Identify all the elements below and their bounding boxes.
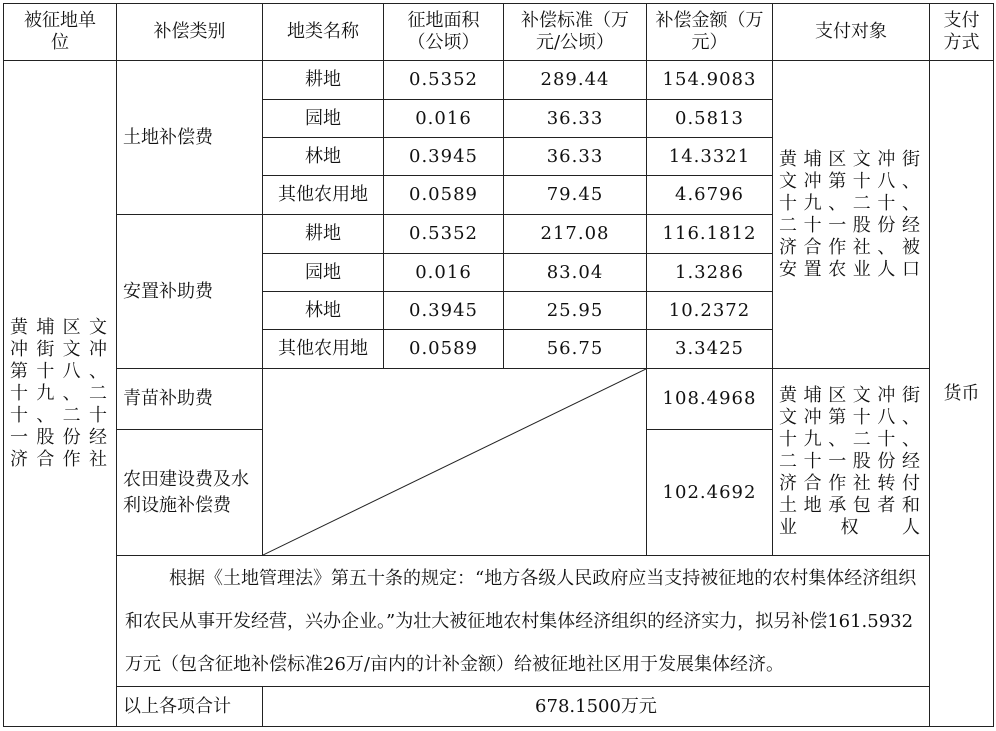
- land-type: 其他农用地: [263, 330, 384, 369]
- category-farmland: 农田建设费及水利设施补偿费: [117, 430, 263, 556]
- header-method: 支付方式: [930, 4, 994, 61]
- amount-value: 116.1812: [647, 215, 773, 254]
- standard-value: 83.04: [504, 254, 647, 292]
- total-value: 678.1500万元: [263, 687, 930, 727]
- compensation-table: [3, 3, 994, 727]
- land-type: 林地: [263, 292, 384, 330]
- standard-value: 25.95: [504, 292, 647, 330]
- category-land-compensation: 土地补偿费: [117, 61, 263, 215]
- diagonal-empty-cell: [263, 369, 647, 556]
- amount-value: 10.2372: [647, 292, 773, 330]
- header-amount: 补偿金额（万元）: [647, 4, 773, 61]
- land-type: 耕地: [263, 215, 384, 254]
- area-value: 0.016: [384, 254, 504, 292]
- amount-value: 3.3425: [647, 330, 773, 369]
- category-crops: 青苗补助费: [117, 369, 263, 430]
- note-row: [4, 556, 994, 687]
- land-type: 其他农用地: [263, 176, 384, 215]
- amount-value: 0.5813: [647, 100, 773, 138]
- payee-2: 黄埔区文冲街文冲第十八、十九、二十、二十一股份经济合作社转付土地承包者和业权人: [773, 369, 930, 556]
- payment-method: 货币: [930, 61, 994, 727]
- area-value: 0.5352: [384, 61, 504, 100]
- unit-name: 黄埔区文冲街文冲第十八、十九、二十、二十一股份经济合作社: [4, 61, 117, 727]
- standard-value: 289.44: [504, 61, 647, 100]
- land-type: 园地: [263, 100, 384, 138]
- amount-value: 14.3321: [647, 138, 773, 176]
- land-type: 园地: [263, 254, 384, 292]
- land-type: 林地: [263, 138, 384, 176]
- area-value: 0.016: [384, 100, 504, 138]
- category-resettlement: 安置补助费: [117, 215, 263, 369]
- legal-note: 根据《土地管理法》第五十条的规定：“地方各级人民政府应当支持被征地的农村集体经济组织和农民从事开发经营，兴办企业。”为壮大被征地农村集体经济组织的经济实力，拟另补偿161.5932万元（包含征地补偿标准26万/亩内的计补金额）给被征地社区用于发展集体经济。: [117, 556, 930, 687]
- standard-value: 36.33: [504, 138, 647, 176]
- amount-value: 4.6796: [647, 176, 773, 215]
- standard-value: 56.75: [504, 330, 647, 369]
- land-type: 耕地: [263, 61, 384, 100]
- area-value: 0.3945: [384, 138, 504, 176]
- compensation-table-container: [3, 3, 993, 728]
- area-value: 0.3945: [384, 292, 504, 330]
- table-row: [4, 61, 994, 100]
- payee-1: 黄埔区文冲街文冲第十八、十九、二十、二十一股份经济合作社、被安置农业人口: [773, 61, 930, 369]
- header-row: [4, 4, 994, 61]
- header-land-type: 地类名称: [263, 4, 384, 61]
- standard-value: 79.45: [504, 176, 647, 215]
- total-label: 以上各项合计: [117, 687, 263, 727]
- total-row: [4, 687, 994, 727]
- area-value: 0.5352: [384, 215, 504, 254]
- area-value: 0.0589: [384, 330, 504, 369]
- standard-value: 217.08: [504, 215, 647, 254]
- diagonal-line: [263, 369, 646, 555]
- header-standard: 补偿标准（万元/公顷）: [504, 4, 647, 61]
- header-payee: 支付对象: [773, 4, 930, 61]
- amount-value: 108.4968: [647, 369, 773, 430]
- header-unit: 被征地单 位: [4, 4, 117, 61]
- standard-value: 36.33: [504, 100, 647, 138]
- amount-value: 1.3286: [647, 254, 773, 292]
- amount-value: 154.9083: [647, 61, 773, 100]
- table-row: [4, 369, 994, 430]
- header-area: 征地面积（公顷）: [384, 4, 504, 61]
- area-value: 0.0589: [384, 176, 504, 215]
- header-category: 补偿类别: [117, 4, 263, 61]
- amount-value: 102.4692: [647, 430, 773, 556]
